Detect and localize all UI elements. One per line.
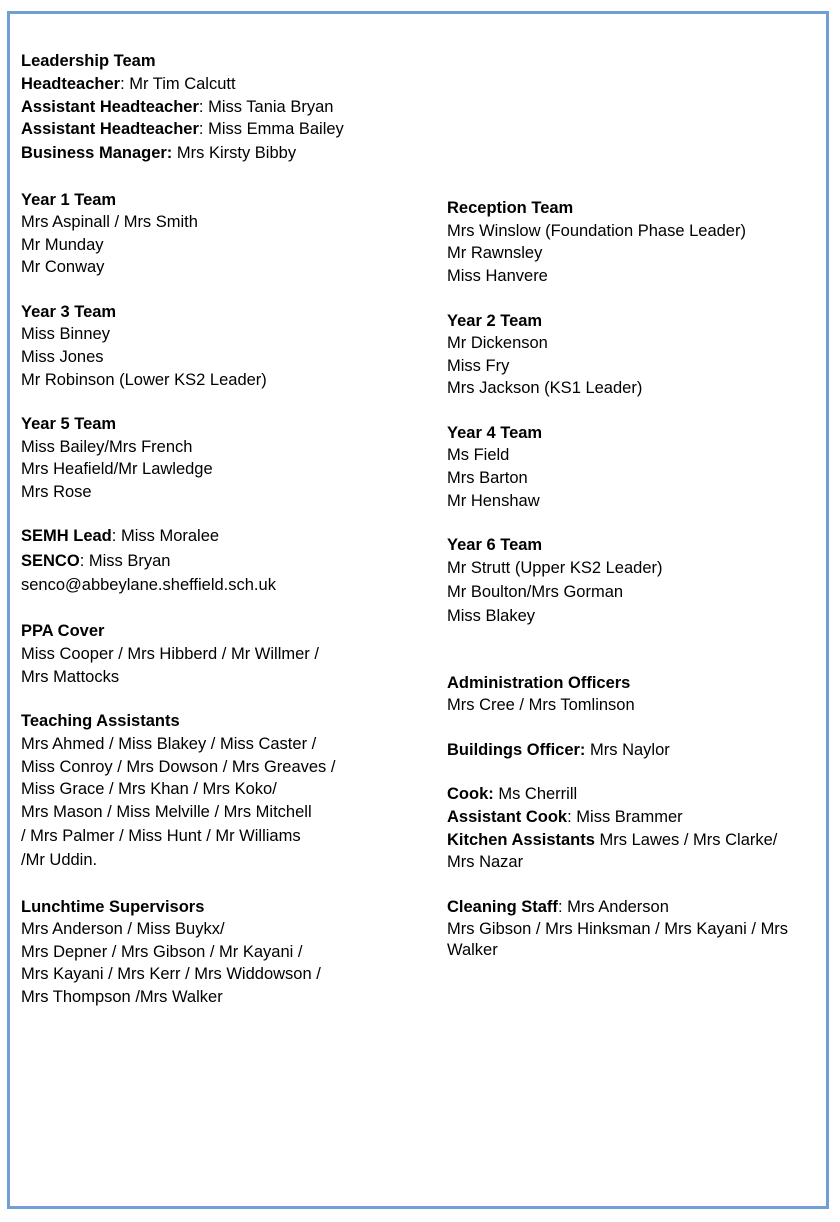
- cleaning-line: [447, 898, 669, 917]
- assistant-cook-value: : Miss Brammer: [567, 808, 683, 826]
- buildings-value: Mrs Naylor: [585, 741, 670, 759]
- year6-heading: Year 6 Team: [447, 536, 543, 554]
- reception-member: Miss Hanvere: [447, 267, 548, 285]
- ppa-line: Miss Cooper / Mrs Hibberd / Mr Willmer /: [21, 645, 319, 663]
- year1-heading: Year 1 Team: [21, 191, 117, 209]
- reception-member: Mrs Winslow (Foundation Phase Leader): [447, 222, 746, 240]
- teaching-assistants-line: / Mrs Palmer / Miss Hunt / Mr Williams: [21, 827, 301, 845]
- assistant-head-line-1: [21, 98, 333, 117]
- business-manager-value: Mrs Kirsty Bibby: [172, 144, 297, 162]
- teaching-assistants-heading: Teaching Assistants: [21, 712, 180, 730]
- year1-member: Mrs Aspinall / Mrs Smith: [21, 213, 198, 231]
- cook-label: Cook:: [447, 785, 494, 803]
- semh-value: : Miss Moralee: [111, 527, 220, 545]
- leadership-heading: Leadership Team: [21, 52, 156, 70]
- cleaning-label: Cleaning Staff: [447, 898, 558, 916]
- year1-member: Mr Munday: [21, 236, 104, 254]
- cleaning-line-3: Walker: [447, 941, 498, 959]
- teaching-assistants-line: Miss Conroy / Mrs Dowson / Mrs Greaves /: [21, 758, 336, 776]
- assistant-head-value: : Miss Emma Bailey: [198, 120, 344, 138]
- assistant-head-line-2: [21, 120, 344, 139]
- year4-heading: Year 4 Team: [447, 424, 543, 442]
- buildings-line: [447, 741, 670, 760]
- assistant-cook-line: [447, 808, 683, 827]
- year5-member: Mrs Rose: [21, 483, 92, 501]
- cleaning-line-2: Mrs Gibson / Mrs Hinksman / Mrs Kayani / Mrs: [447, 920, 789, 938]
- kitchen-line-2: Mrs Nazar: [447, 853, 524, 871]
- lunchtime-heading: Lunchtime Supervisors: [21, 898, 205, 916]
- year6-member: Mr Boulton/Mrs Gorman: [447, 583, 624, 601]
- semh-label: SEMH Lead: [21, 527, 112, 545]
- reception-member: Mr Rawnsley: [447, 244, 543, 262]
- senco-value: : Miss Bryan: [79, 552, 171, 570]
- year2-member: Miss Fry: [447, 357, 510, 375]
- year6-member: Miss Blakey: [447, 607, 536, 625]
- business-manager-line: [21, 144, 296, 163]
- year5-heading: Year 5 Team: [21, 415, 117, 433]
- year4-member: Mrs Barton: [447, 469, 528, 487]
- year2-heading: Year 2 Team: [447, 312, 543, 330]
- ppa-line: Mrs Mattocks: [21, 668, 120, 686]
- year5-member: Mrs Heafield/Mr Lawledge: [21, 460, 213, 478]
- year3-member: Miss Binney: [21, 325, 110, 343]
- ppa-heading: PPA Cover: [21, 622, 105, 640]
- senco-label: SENCO: [21, 552, 80, 570]
- cook-value: Ms Cherrill: [493, 785, 578, 803]
- year3-member: Miss Jones: [21, 348, 104, 366]
- teaching-assistants-line: /Mr Uddin.: [21, 851, 98, 869]
- lunchtime-line: Mrs Depner / Mrs Gibson / Mr Kayani /: [21, 943, 303, 961]
- kitchen-line: [447, 831, 777, 850]
- lunchtime-line: Mrs Anderson / Miss Buykx/: [21, 920, 225, 938]
- business-manager-label: Business Manager:: [21, 144, 173, 162]
- buildings-label: Buildings Officer:: [447, 741, 586, 759]
- lunchtime-line: Mrs Thompson /Mrs Walker: [21, 988, 223, 1006]
- year1-member: Mr Conway: [21, 258, 105, 276]
- lunchtime-line: Mrs Kayani / Mrs Kerr / Mrs Widdowson /: [21, 965, 321, 983]
- headteacher-line: [21, 75, 236, 94]
- admin-value: Mrs Cree / Mrs Tomlinson: [447, 696, 635, 714]
- teaching-assistants-line: Mrs Mason / Miss Melville / Mrs Mitchell: [21, 803, 312, 821]
- cook-line: [447, 785, 577, 804]
- admin-heading: Administration Officers: [447, 674, 631, 692]
- semh-line: [21, 527, 219, 546]
- kitchen-value: Mrs Lawes / Mrs Clarke/: [594, 831, 778, 849]
- page-border: [7, 11, 829, 1209]
- year3-heading: Year 3 Team: [21, 303, 117, 321]
- headteacher-label: Headteacher: [21, 75, 121, 93]
- kitchen-label: Kitchen Assistants: [447, 831, 595, 849]
- assistant-cook-label: Assistant Cook: [447, 808, 568, 826]
- senco-email: senco@abbeylane.sheffield.sch.uk: [21, 576, 276, 594]
- year3-member: Mr Robinson (Lower KS2 Leader): [21, 371, 267, 389]
- teaching-assistants-line: Miss Grace / Mrs Khan / Mrs Koko/: [21, 780, 277, 798]
- headteacher-value: : Mr Tim Calcutt: [120, 75, 236, 93]
- year2-member: Mr Dickenson: [447, 334, 548, 352]
- reception-heading: Reception Team: [447, 199, 574, 217]
- cleaning-value: : Mrs Anderson: [557, 898, 669, 916]
- assistant-head-label: Assistant Headteacher: [21, 98, 199, 116]
- year5-member: Miss Bailey/Mrs French: [21, 438, 193, 456]
- assistant-head-label: Assistant Headteacher: [21, 120, 199, 138]
- senco-line: [21, 552, 170, 571]
- year2-member: Mrs Jackson (KS1 Leader): [447, 379, 643, 397]
- year4-member: Ms Field: [447, 446, 510, 464]
- assistant-head-value: : Miss Tania Bryan: [198, 98, 334, 116]
- year4-member: Mr Henshaw: [447, 492, 540, 510]
- year6-member: Mr Strutt (Upper KS2 Leader): [447, 559, 663, 577]
- teaching-assistants-line: Mrs Ahmed / Miss Blakey / Miss Caster /: [21, 735, 317, 753]
